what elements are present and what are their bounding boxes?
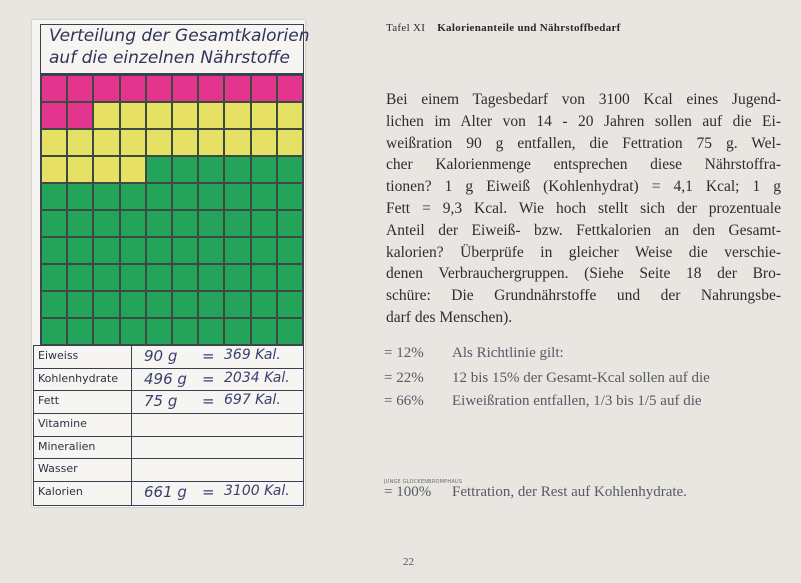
grid-cell-magenta [67, 102, 93, 129]
paragraph-line: tionen? 1 g Eiweiß (Kohlenhydrat) = 4,1 Kcal; 1 g [386, 178, 781, 196]
grid-cell-green [251, 264, 277, 291]
column-divider [131, 391, 132, 413]
grid-cell-green [41, 318, 67, 345]
grid-cell-green [277, 237, 303, 264]
nutrient-label: Fett [38, 394, 60, 408]
nutrient-table [33, 345, 304, 506]
grid-cell-green [251, 210, 277, 237]
exercise-paragraph [386, 89, 781, 329]
grid-cell-magenta [172, 75, 198, 102]
nutrient-row [34, 369, 303, 392]
grid-cell-green [93, 318, 119, 345]
percent-value: = 100% [384, 484, 432, 500]
grid-cell-green [198, 183, 224, 210]
grid-cell-yellow [93, 156, 119, 183]
grid-cell-green [67, 183, 93, 210]
worksheet-title-line2: auf die einzelnen Nährstoffe [49, 48, 290, 68]
column-divider [131, 459, 132, 481]
grid-cell-yellow [41, 156, 67, 183]
grid-cell-green [251, 156, 277, 183]
nutrient-label: Kohlenhydrate [38, 371, 118, 385]
grid-cell-green [251, 237, 277, 264]
grid-cell-green [41, 291, 67, 318]
grid-cell-green [120, 210, 146, 237]
grid-cell-green [251, 318, 277, 345]
nutrient-label: Wasser [38, 462, 78, 476]
nutrient-label: Vitamine [38, 417, 87, 431]
grid-cell-green [120, 264, 146, 291]
nutrient-calories: 369 Kal. [224, 347, 281, 363]
grid-cell-yellow [172, 102, 198, 129]
grid-cell-green [224, 264, 250, 291]
nutrient-row [34, 391, 303, 414]
paragraph-line: lichen im Alter von 14 - 20 Jahren sollen auf die Ei- [386, 112, 781, 130]
nutrient-row [34, 459, 303, 482]
column-divider [131, 414, 132, 436]
grid-cell-yellow [277, 102, 303, 129]
grid-cell-yellow [198, 102, 224, 129]
nutrient-calories: 2034 Kal. [224, 369, 290, 386]
grid-cell-green [41, 183, 67, 210]
grid-cell-green [67, 318, 93, 345]
grid-cell-green [41, 264, 67, 291]
grid-cell-yellow [120, 156, 146, 183]
grid-cell-green [224, 156, 250, 183]
grid-cell-magenta [120, 75, 146, 102]
grid-cell-green [224, 210, 250, 237]
grid-cell-magenta [146, 75, 172, 102]
equals-sign: = [202, 483, 215, 502]
grid-cell-green [146, 318, 172, 345]
equals-sign: = [202, 347, 215, 365]
grid-cell-green [172, 291, 198, 318]
paragraph-line: weißration 90 g entfallen, die Fettration 75 g. Wel- [386, 134, 781, 152]
grid-cell-green [277, 291, 303, 318]
page-number: 22 [403, 556, 414, 568]
grid-cell-green [172, 264, 198, 291]
nutrient-amount: 661 g [144, 483, 187, 502]
paragraph-line: Anteil der Eiweiß- bzw. Fettkalorien an den Gesamt- [386, 221, 781, 239]
nutrient-label: Eiweiss [38, 349, 79, 362]
column-divider [131, 346, 132, 368]
percent-row [384, 393, 702, 410]
grid-cell-green [93, 237, 119, 264]
grid-cell-green [277, 210, 303, 237]
plate-title: Kalorienanteile und Nährstoffbedarf [437, 22, 621, 34]
grid-cell-green [172, 183, 198, 210]
grid-cell-magenta [67, 75, 93, 102]
nutrient-calories: 3100 Kal. [224, 483, 290, 500]
grid-cell-green [146, 237, 172, 264]
grid-cell-green [41, 210, 67, 237]
grid-cell-green [172, 318, 198, 345]
grid-cell-green [146, 156, 172, 183]
nutrient-amount: 496 g [144, 369, 187, 388]
grid-cell-green [224, 291, 250, 318]
calorie-grid [40, 74, 304, 346]
paragraph-line: cher Kalorienmenge entsprechen diese Nährstoffra- [386, 156, 781, 174]
percent-value: = 12% [384, 345, 424, 361]
grid-cell-yellow [120, 129, 146, 156]
percent-text: Fettration, der Rest auf Kohlenhydrate. [452, 484, 687, 500]
grid-cell-yellow [224, 102, 250, 129]
grid-cell-green [67, 237, 93, 264]
grid-cell-magenta [251, 75, 277, 102]
grid-cell-green [120, 183, 146, 210]
grid-cell-yellow [251, 102, 277, 129]
nutrient-label: Kalorien [38, 485, 83, 499]
paragraph-line: kalorien? Überprüfe in gleicher Weise die verschie- [386, 243, 781, 261]
percent-text: Als Richtlinie gilt: [452, 345, 564, 361]
grid-cell-green [277, 264, 303, 291]
grid-cell-green [67, 291, 93, 318]
nutrient-row [34, 482, 303, 505]
percent-total-row [384, 484, 687, 501]
percent-text: 12 bis 15% der Gesamt-Kcal sollen auf die [452, 370, 710, 386]
grid-cell-green [198, 237, 224, 264]
column-divider [131, 369, 132, 391]
grid-cell-green [93, 291, 119, 318]
percent-row [384, 345, 564, 362]
grid-cell-green [67, 264, 93, 291]
grid-cell-green [198, 210, 224, 237]
grid-cell-magenta [198, 75, 224, 102]
worksheet-title [40, 24, 310, 74]
grid-cell-green [198, 156, 224, 183]
percent-text: Eiweißration entfallen, 1/3 bis 1/5 auf die [452, 393, 702, 409]
grid-cell-green [93, 183, 119, 210]
paragraph-line: darf des Menschen). [386, 308, 513, 326]
grid-cell-green [251, 183, 277, 210]
equals-sign: = [202, 369, 215, 388]
grid-cell-yellow [67, 156, 93, 183]
grid-cell-green [146, 210, 172, 237]
column-divider [131, 482, 132, 505]
grid-cell-green [277, 183, 303, 210]
grid-cell-green [120, 291, 146, 318]
grid-cell-green [277, 156, 303, 183]
stamp-text: JUNGE GLOCKENBROMPHAUS [384, 479, 463, 485]
nutrient-amount: 90 g [144, 347, 178, 365]
grid-cell-green [172, 156, 198, 183]
grid-cell-green [41, 237, 67, 264]
grid-cell-magenta [277, 75, 303, 102]
nutrient-amount: 75 g [144, 392, 178, 411]
grid-cell-green [120, 237, 146, 264]
grid-cell-green [224, 183, 250, 210]
grid-cell-green [251, 291, 277, 318]
grid-cell-green [198, 264, 224, 291]
grid-cell-green [146, 264, 172, 291]
grid-cell-green [224, 318, 250, 345]
paragraph-line: Bei einem Tagesbedarf von 3100 Kcal eines Jugend- [386, 91, 781, 108]
grid-cell-green [172, 237, 198, 264]
percent-row [384, 370, 710, 387]
grid-cell-green [146, 291, 172, 318]
grid-cell-green [172, 210, 198, 237]
grid-cell-green [277, 318, 303, 345]
grid-cell-green [146, 183, 172, 210]
grid-cell-magenta [224, 75, 250, 102]
nutrient-calories: 697 Kal. [224, 392, 281, 409]
grid-cell-green [198, 291, 224, 318]
grid-cell-magenta [93, 75, 119, 102]
equals-sign: = [202, 392, 215, 411]
nutrient-row [34, 414, 303, 437]
paragraph-line: Fett = 9,3 Kcal. Wie hoch stellt sich der prozentuale [386, 199, 781, 217]
grid-cell-yellow [277, 129, 303, 156]
grid-cell-magenta [41, 102, 67, 129]
grid-cell-yellow [251, 129, 277, 156]
nutrient-row [34, 437, 303, 460]
column-divider [131, 437, 132, 459]
paragraph-line: denen Verbrauchergruppen. (Siehe Seite 18 der Bro- [386, 265, 781, 283]
nutrient-label: Mineralien [38, 439, 96, 453]
grid-cell-yellow [146, 102, 172, 129]
grid-cell-green [120, 318, 146, 345]
paragraph-line: schüre: Die Grundnährstoffe und der Nahrungsbe- [386, 287, 781, 305]
plate-number: Tafel XI [386, 22, 426, 34]
grid-cell-yellow [172, 129, 198, 156]
grid-cell-magenta [41, 75, 67, 102]
grid-cell-yellow [146, 129, 172, 156]
grid-cell-yellow [224, 129, 250, 156]
percent-value: = 22% [384, 370, 424, 386]
grid-cell-green [93, 264, 119, 291]
nutrient-row [34, 346, 303, 369]
grid-cell-yellow [120, 102, 146, 129]
worksheet-title-line1: Verteilung der Gesamtkalorien [49, 26, 310, 46]
grid-cell-green [224, 237, 250, 264]
grid-cell-green [198, 318, 224, 345]
page-heading [386, 22, 621, 34]
grid-cell-green [67, 210, 93, 237]
grid-cell-yellow [67, 129, 93, 156]
percent-value: = 66% [384, 393, 424, 409]
grid-cell-yellow [93, 102, 119, 129]
grid-cell-yellow [41, 129, 67, 156]
grid-cell-yellow [93, 129, 119, 156]
grid-cell-green [93, 210, 119, 237]
grid-cell-yellow [198, 129, 224, 156]
